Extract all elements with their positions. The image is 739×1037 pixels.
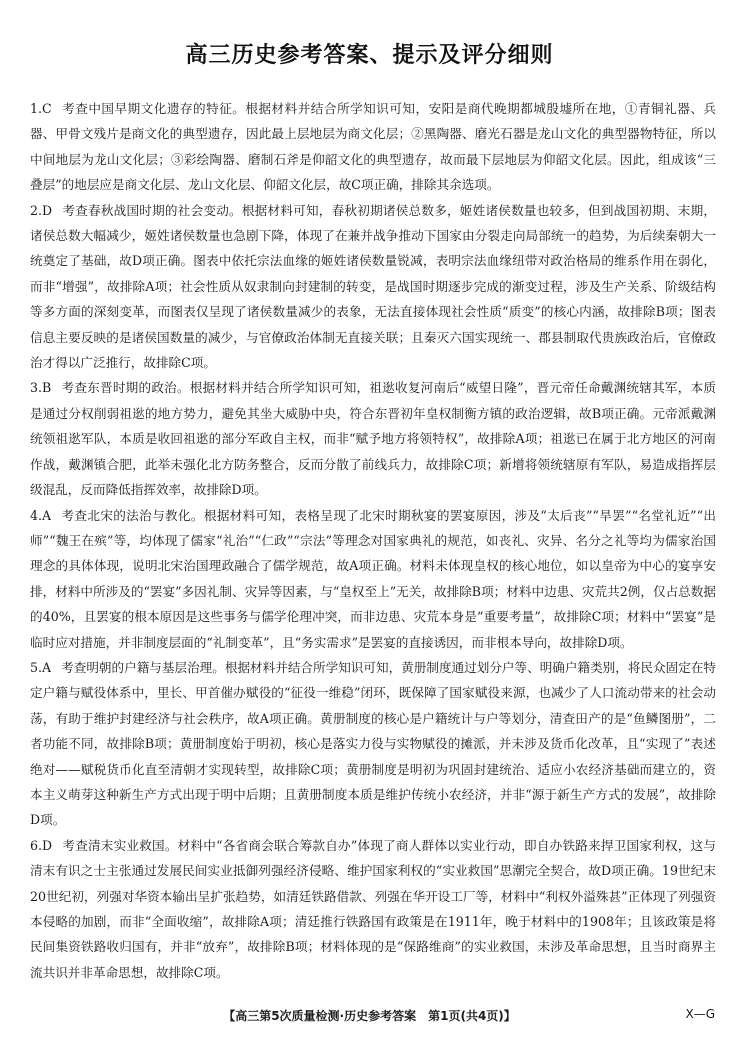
answer-choice: D bbox=[42, 837, 53, 853]
answer-list bbox=[30, 96, 716, 985]
answer-text: 考查中国早期文化遗存的特征。根据材料并结合所学知识可知，安阳是商代晚期都城殷墟所在地，①青铜礼器、兵器、甲骨文残片是商文化的典型遗存，因此最上层地层为商文化层；②黑陶器、磨光石器是龙山文化的典型器物特征，所以中间地层为龙山文化层；③彩绘陶器、磨制石斧是仰韶文化的典型遗存，故而最下层地层为仰韶文化层。因此，组成该“三叠层”的地层应是商文化层、龙山文化层、仰韶文化层，故C项正确，排除其余选项。 bbox=[30, 101, 716, 193]
answer-choice: A bbox=[42, 507, 52, 523]
answer-number: 2. bbox=[30, 202, 43, 218]
footer-page-info: 【高三第5次质量检测·历史参考答案 第1页(共4页)】 bbox=[223, 1009, 516, 1023]
answer-item-6 bbox=[30, 833, 716, 985]
answer-choice: C bbox=[42, 101, 52, 116]
document-title: 高三历史参考答案、提示及评分细则 bbox=[185, 43, 554, 68]
answer-choice: A bbox=[42, 659, 52, 675]
answer-text: 考查清末实业救国。材料中“各省商会联合筹款自办”体现了商人群体以实业行动，即自办铁路来捍卫国家利权，这与清末有识之士主张通过发展民间实业抵御列强经济侵略、维护国家利权的“实业救国”思潮完全契合，故D项正确。19世纪末20世纪初，列强对华资本输出呈扩张趋势，如清廷铁路借款、列强在华开设工厂等，材料中“利权外溢殊甚”正体现了列强资本侵略的加剧，而非“全面收缩”，故排除A项；清廷推行铁路国有政策是在1911年，晚于材料中的1908年；且该政策是将民间集资铁路收归国有，并非“放弃”，故排除B项；材料体现的是“保路维商”的实业救国，未涉及革命思想，且当时商界主流共识并非革命思想，故排除C项。 bbox=[30, 837, 716, 980]
answer-number: 3. bbox=[30, 380, 43, 396]
answer-number: 5. bbox=[30, 659, 43, 675]
answer-item-1 bbox=[30, 96, 716, 198]
answer-item-4 bbox=[30, 503, 716, 655]
answer-number: 6. bbox=[30, 837, 43, 853]
footer-code: X—G bbox=[685, 1007, 715, 1021]
answer-text: 考查北宋的法治与教化。根据材料可知，表格呈现了北宋时期秋宴的罢宴原因，涉及“太后丧”“旱罢”“名堂礼近”“出师”“魏王在殡”等，均体现了儒家“礼治”“仁政”“宗法”等理念对国家典礼的规范，如丧礼、灾异、名分之礼等均为儒家治国理念的具体体现，说明北宋治国理政融合了儒学规范，故A项正确。材料未体现皇权的核心地位，如以皇帝为中心的宴享安排，材料中所涉及的“罢宴”多因礼制、灾异等因素，与“皇权至上”无关，故排除B项；材料中边患、灾荒共2例，仅占总数据的40%，且罢宴的根本原因是这些事务与儒学伦理冲突，而非边患、灾荒本身是“重要考量”，故排除C项；材料中“罢宴”是临时应对措施，并非制度层面的“礼制变革”，且“务实需求”是罢宴的直接诱因，而非根本导向，故排除D项。 bbox=[30, 507, 716, 650]
answer-choice: D bbox=[42, 202, 53, 218]
answer-number: 1. bbox=[30, 101, 43, 116]
answer-item-3 bbox=[30, 375, 716, 502]
answer-item-2 bbox=[30, 198, 716, 376]
answer-text: 考查春秋战国时期的社会变动。根据材料可知，春秋初期诸侯总数多，姬姓诸侯数量也较多，但到战国初期、末期，诸侯总数大幅减少，姬姓诸侯数量也急剧下降，体现了在兼并战争推动下国家由分裂走向局部统一的趋势，为后续秦朝大一统奠定了基础，故D项正确。图表中依托宗法血缘的姬姓诸侯数量锐减，表明宗法血缘纽带对政治格局的维系作用在弱化，而非“增强”，故排除A项；社会性质从奴隶制向封建制的转变，是战国时期逐步完成的渐变过程，涉及生产关系、阶级结构等多方面的深刻变革，而图表仅呈现了诸侯数量减少的表象，无法直接体现社会性质“质变”的核心内涵，故排除B项；图表信息主要反映的是诸侯国数量的减少，与官僚政治体制无直接关联；且秦灭六国实现统一、郡县制取代贵族政治后，官僚政治才得以广泛推行，故排除C项。 bbox=[30, 202, 716, 371]
answer-item-5 bbox=[30, 655, 716, 833]
answer-choice: B bbox=[42, 380, 52, 396]
answer-number: 4. bbox=[30, 507, 43, 523]
answer-text: 考查东晋时期的政治。根据材料并结合所学知识可知，祖逖收复河南后“威望日隆”，晋元帝任命戴渊统辖其军，本质是通过分权削弱祖逖的地方势力，避免其坐大威胁中央，符合东晋初年皇权制衡方镇的政治逻辑，故B项正确。元帝派戴渊统领祖逖军队，本质是收回祖逖的部分军政自主权，而非“赋予地方将领特权”，故排除A项；祖逖已在属于北方地区的河南作战，戴渊镇合肥，此举未强化北方防务整合，反而分散了前线兵力，故排除C项；新增将领统辖原有军队，易造成指挥层级混乱，反而降低指挥效率，故排除D项。 bbox=[30, 380, 716, 498]
page-footer bbox=[0, 1007, 739, 1027]
answer-text: 考查明朝的户籍与基层治理。根据材料并结合所学知识可知，黄册制度通过划分户等、明确户籍类别，将民众固定在特定户籍与赋役体系中，里长、甲首催办赋役的“征役一维稳”闭环，既保障了国家赋役来源，也减少了人口流动带来的社会动荡，有助于维护封建经济与社会秩序，故A项正确。黄册制度的核心是户籍统计与户等划分，清查田产的是“鱼鳞图册”，二者功能不同，故排除B项；黄册制度始于明初，核心是落实力役与实物赋役的摊派，并未涉及货币化改革，且“实现了”表述绝对——赋税货币化直至清朝才实现转型，故排除C项；黄册制度是明初为巩固封建统治、适应小农经济基础而建立的，资本主义萌芽这种新生产方式出现于明中后期；且黄册制度本质是维护传统小农经济，并非“源于新生产方式的发展”，故排除D项。 bbox=[30, 659, 717, 828]
